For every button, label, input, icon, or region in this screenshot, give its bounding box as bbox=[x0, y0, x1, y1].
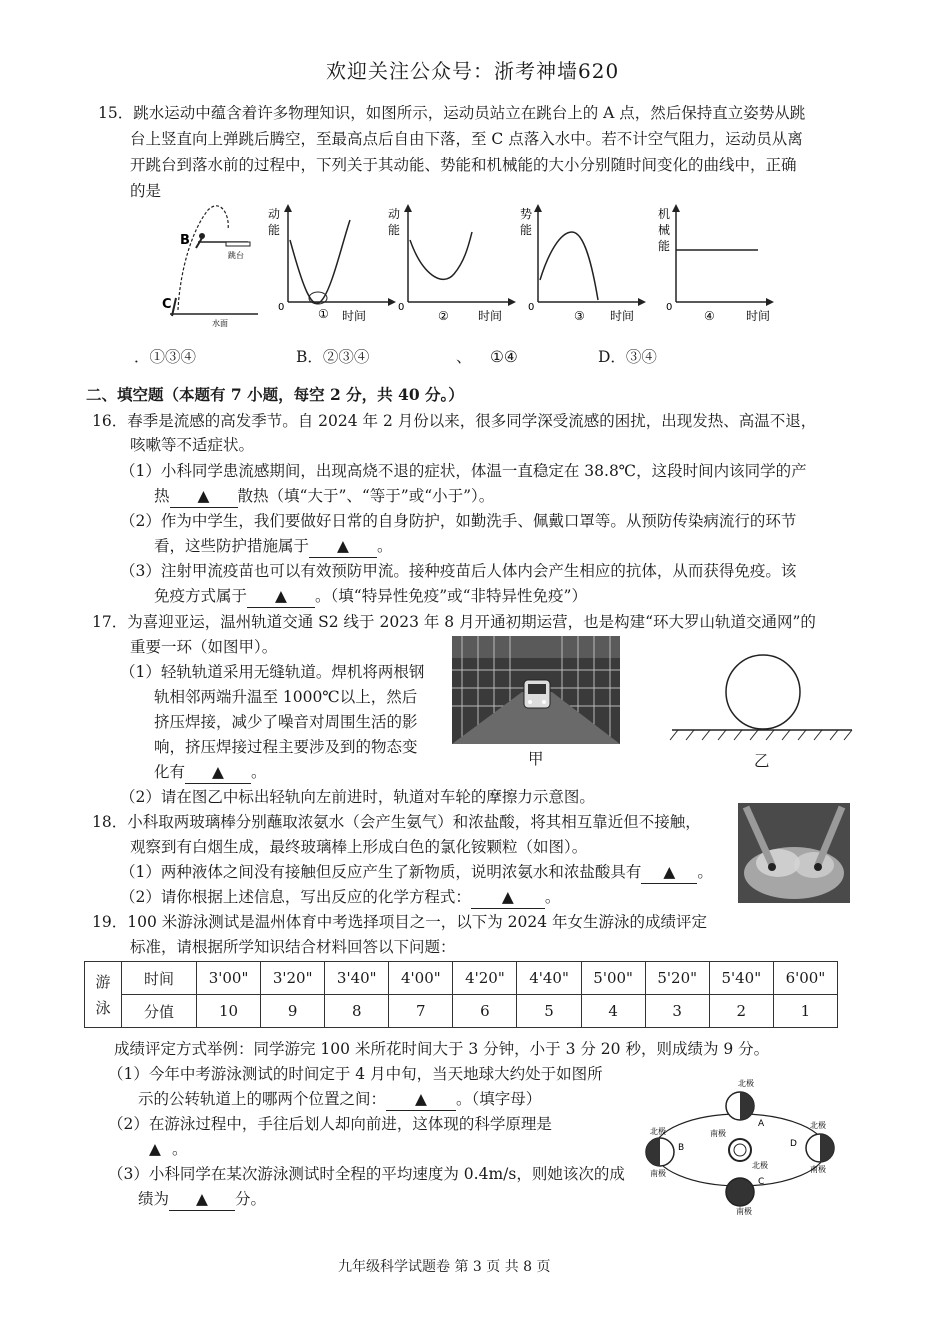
position-a: A bbox=[758, 1119, 765, 1129]
q19-p1-line-2: 示的公转轨道上的哪两个位置之间： ▲ 。（填字母） bbox=[138, 1088, 541, 1111]
q16-line-2: 咳嗽等不适症状。 bbox=[130, 436, 255, 454]
section-2-title: 二、填空题（本题有 7 小题，每空 2 分，共 40 分。） bbox=[86, 385, 464, 404]
q15-line-3: 开跳台到落水前的过程中，下列关于其动能、势能和机械能的大小分别随时间变化的曲线中，正确 bbox=[130, 156, 797, 174]
time-cell: 3'20" bbox=[261, 962, 325, 995]
answer-blank[interactable]: ▲ bbox=[309, 535, 377, 558]
time-cell: 4'40" bbox=[517, 962, 581, 995]
time-cell: 6'00" bbox=[773, 962, 837, 995]
time-cell: 4'20" bbox=[453, 962, 517, 995]
time-cell: 3'40" bbox=[325, 962, 389, 995]
q19-p2-line-1: （2）在游泳过程中，手往后划人却向前进，这体现的科学原理是 bbox=[108, 1115, 552, 1133]
graph-1-ylabel-1: 动 bbox=[268, 207, 281, 221]
south-label-left: 南极 bbox=[650, 1169, 666, 1178]
q16-line-1: 16．春季是流感的高发季节。自 2024 年 2 月份以来，很多同学深受流感的困扰，出现发热、高温不退， bbox=[92, 412, 817, 430]
earth-right-shade bbox=[820, 1134, 834, 1162]
q16-p1-line-2: 热 ▲ 散热（填“大于”、“等于”或“小于”）。 bbox=[154, 485, 494, 508]
q16-p1-line-1: （1）小科同学患流感期间，出现高烧不退的症状，体温一直稳定在 38.8℃，这段时间内该同学的产 bbox=[120, 462, 807, 480]
answer-blank[interactable]: ▲ bbox=[169, 1188, 235, 1211]
q17-p2: （2）请在图乙中标出轻轨向左前进时，轨道对车轮的摩擦力示意图。 bbox=[120, 788, 595, 806]
q19-p1-line-1: （1）今年中考游泳测试的时间定于 4 月中旬，当天地球大约处于如图所 bbox=[108, 1065, 603, 1083]
q19-example: 成绩评定方式举例：同学游完 100 米所花时间大于 3 分钟，小于 3 分 20 秒，则成绩为 9 分。 bbox=[114, 1040, 770, 1058]
graph-3-ylabel-2: 能 bbox=[520, 223, 533, 237]
score-cell: 4 bbox=[581, 995, 645, 1028]
graph-3-num: ③ bbox=[574, 309, 585, 323]
graph-2-xlabel: 时间 bbox=[478, 309, 503, 323]
q19-p3-line-1: （3）小科同学在某次游泳测试时全程的平均速度为 0.4m/s，则她该次的成 bbox=[108, 1165, 625, 1183]
earth-bottom bbox=[726, 1178, 754, 1206]
position-c: C bbox=[758, 1177, 765, 1187]
graph-4-num: ④ bbox=[704, 309, 715, 323]
graph-3 bbox=[516, 204, 646, 328]
sun bbox=[729, 1139, 751, 1161]
wheel bbox=[726, 655, 800, 729]
graph-4-ylabel-1: 机 bbox=[658, 207, 671, 221]
time-cell: 5'20" bbox=[645, 962, 709, 995]
platform-label: 跳台 bbox=[228, 251, 244, 260]
q16-p3-line-2: 免疫方式属于 ▲ 。（填“特异性免疫”或“非特异性免疫”） bbox=[154, 585, 587, 608]
curve-1 bbox=[290, 220, 350, 303]
graph-3-xlabel: 时间 bbox=[610, 309, 635, 323]
q16-p2-line-1: （2）作为中学生，我们要做好日常的自身防护，如勤洗手、佩戴口罩等。从预防传染病流行的环节 bbox=[120, 512, 797, 530]
graph-2-ylabel-2: 能 bbox=[388, 223, 401, 237]
q19-p3-line-2: 绩为 ▲ 分。 bbox=[138, 1188, 266, 1211]
q15-line-1: 15．跳水运动中蕴含着许多物理知识，如图所示，运动员站立在跳台上的 A 点，然后保持直立姿势从跳 bbox=[98, 104, 806, 122]
score-cell: 6 bbox=[453, 995, 517, 1028]
glass-rod-photo bbox=[738, 803, 850, 903]
score-cell: 9 bbox=[261, 995, 325, 1028]
wheel-diagram[interactable] bbox=[666, 652, 856, 748]
answer-blank[interactable]: ▲ bbox=[247, 585, 315, 608]
option-mark: 、 bbox=[456, 348, 472, 366]
score-cell: 3 bbox=[645, 995, 709, 1028]
q18-line-2: 观察到有白烟生成，最终玻璃棒上形成白色的氯化铵颗粒（如图）。 bbox=[130, 838, 588, 856]
platform-board bbox=[226, 242, 250, 246]
graph-2-origin: 0 bbox=[398, 302, 405, 313]
graph-1 bbox=[266, 204, 396, 328]
graph-4-ylabel-3: 能 bbox=[658, 239, 671, 253]
answer-blank[interactable]: ▲ bbox=[386, 1088, 456, 1111]
graph-3-ylabel-1: 势 bbox=[520, 207, 533, 221]
orbit-diagram bbox=[640, 1076, 840, 1216]
q16-p3-line-1: （3）注射甲流疫苗也可以有效预防甲流。接种疫苗后人体内会产生相应的抗体，从而获得免疫。该 bbox=[120, 562, 797, 580]
option-d: D．③④ bbox=[598, 348, 657, 366]
time-cell: 5'00" bbox=[581, 962, 645, 995]
graph-1-xlabel: 时间 bbox=[342, 309, 367, 323]
option-a: ．①③④ bbox=[134, 348, 197, 366]
q15-line-2: 台上竖直向上弹跳后腾空，至最高点后自由下落，至 C 点落入水中。若不计空气阻力，运动员从离 bbox=[130, 130, 803, 148]
score-cell: 8 bbox=[325, 995, 389, 1028]
diving-diagram bbox=[158, 200, 266, 328]
table-side-label: 游泳 bbox=[85, 962, 122, 1028]
ground-hatch bbox=[670, 730, 852, 740]
answer-blank[interactable]: ▲ bbox=[185, 761, 251, 784]
q17-p1-line-4: 响，挤压焊接过程主要涉及到的物态变 bbox=[154, 738, 418, 756]
graph-1-origin: 0 bbox=[278, 302, 285, 313]
score-cell: 10 bbox=[197, 995, 261, 1028]
q19-line-2: 标准，请根据所学知识结合材料回答以下问题： bbox=[130, 938, 456, 956]
q19-p2-line-2: ▲ 。 bbox=[138, 1138, 188, 1160]
option-c: ①④ bbox=[490, 348, 518, 366]
q18-p2: （2）请你根据上述信息，写出反应的化学方程式： ▲ 。 bbox=[120, 886, 560, 909]
curve-3 bbox=[540, 232, 598, 300]
earth-top-shade bbox=[740, 1092, 754, 1120]
q18-p1: （1）两种液体之间没有接触但反应产生了新物质，说明浓氨水和浓盐酸具有 ▲ 。 bbox=[120, 861, 713, 884]
answer-blank[interactable]: ▲ bbox=[641, 861, 697, 884]
q15-line-4: 的是 bbox=[130, 182, 162, 200]
score-table bbox=[84, 961, 838, 1028]
time-cell: 4'00" bbox=[389, 962, 453, 995]
table-row bbox=[85, 962, 838, 995]
north-label-left: 北极 bbox=[650, 1127, 666, 1136]
railway-photo bbox=[452, 636, 620, 744]
q17-p1-line-5: 化有 ▲ 。 bbox=[154, 761, 267, 784]
graph-2-ylabel-1: 动 bbox=[388, 207, 401, 221]
time-cell: 5'40" bbox=[709, 962, 773, 995]
graph-2 bbox=[386, 204, 516, 328]
graph-4-ylabel-2: 械 bbox=[658, 223, 671, 237]
answer-blank[interactable]: ▲ bbox=[170, 485, 238, 508]
north-label-right: 北极 bbox=[810, 1121, 826, 1130]
diver-body bbox=[196, 238, 202, 248]
answer-blank[interactable]: ▲ bbox=[471, 886, 545, 909]
graph-2-num: ② bbox=[438, 309, 449, 323]
table-row-label: 时间 bbox=[122, 962, 197, 995]
time-cell: 3'00" bbox=[197, 962, 261, 995]
graph-4-xlabel: 时间 bbox=[746, 309, 771, 323]
position-b: B bbox=[678, 1143, 685, 1153]
q16-p2-line-2: 看，这些防护措施属于 ▲ 。 bbox=[154, 535, 393, 558]
table-row bbox=[85, 995, 838, 1028]
page-header: 欢迎关注公众号：浙考神墙620 bbox=[326, 59, 620, 83]
graph-1-num: ① bbox=[318, 307, 329, 321]
score-cell: 1 bbox=[773, 995, 837, 1028]
figure-a-caption: 甲 bbox=[528, 750, 544, 768]
q18-line-1: 18．小科取两玻璃棒分别蘸取浓氨水（会产生氨气）和浓盐酸，将其相互靠近但不接触， bbox=[92, 813, 701, 831]
figure-b-caption: 乙 bbox=[754, 752, 770, 770]
north-label: 北极 bbox=[738, 1079, 754, 1088]
page-footer: 九年级科学试题卷 第 3 页 共 8 页 bbox=[338, 1259, 551, 1275]
q17-p1-line-2: 轨相邻两端升温至 1000℃以上，然后 bbox=[154, 688, 418, 706]
position-d: D bbox=[790, 1139, 797, 1149]
graph-3-origin: 0 bbox=[528, 302, 535, 313]
graph-1-ylabel-2: 能 bbox=[268, 223, 281, 237]
curve-2 bbox=[410, 232, 472, 279]
q17-p1-line-1: （1）轻轨轨道采用无缝轨道。焊机将两根钢 bbox=[120, 663, 425, 681]
south-label: 南极 bbox=[710, 1129, 726, 1138]
water-label: 水面 bbox=[212, 319, 228, 328]
option-b: B．②③④ bbox=[296, 348, 370, 366]
table-row-label: 分值 bbox=[122, 995, 197, 1028]
earth-left-shade bbox=[646, 1138, 660, 1166]
south-label-bottom: 南极 bbox=[736, 1207, 752, 1216]
point-c: C bbox=[162, 297, 172, 312]
score-cell: 5 bbox=[517, 995, 581, 1028]
graph-4 bbox=[654, 204, 774, 328]
north-label-bottom: 北极 bbox=[752, 1161, 768, 1170]
graph-4-origin: 0 bbox=[666, 302, 673, 313]
q17-line-1: 17．为喜迎亚运，温州轨道交通 S2 线于 2023 年 8 月开通初期运营，也是构建“环大罗山轨道交通网”的 bbox=[92, 613, 816, 631]
q17-p1-line-3: 挤压焊接，减少了噪音对周围生活的影 bbox=[154, 713, 418, 731]
answer-blank[interactable]: ▲ bbox=[149, 1140, 161, 1158]
score-cell: 7 bbox=[389, 995, 453, 1028]
q19-line-1: 19．100 米游泳测试是温州体育中考选择项目之一，以下为 2024 年女生游泳的成绩评定 bbox=[92, 913, 708, 931]
point-b: B bbox=[180, 233, 190, 248]
q17-line-2: 重要一环（如图甲）。 bbox=[130, 638, 278, 656]
trajectory bbox=[178, 206, 228, 310]
score-cell: 2 bbox=[709, 995, 773, 1028]
south-label-right: 南极 bbox=[810, 1165, 826, 1174]
